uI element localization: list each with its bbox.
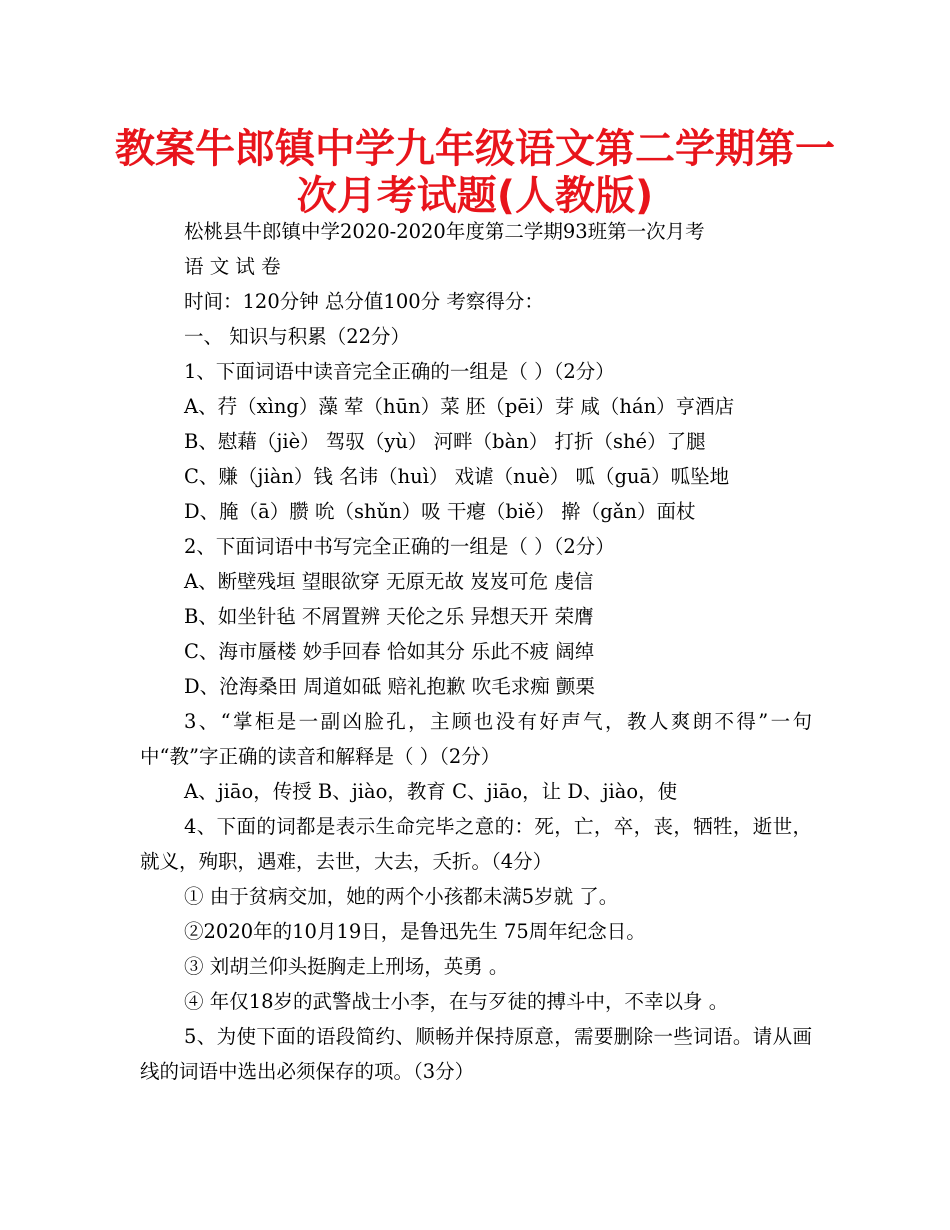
question-4: 4、下面的词都是表示生命完毕之意的：死，亡，卒，丧，牺牲，逝世，就义，殉职，遇难，去世，大去，夭折。（4分）: [140, 815, 812, 873]
section-heading: 一、 知识与积累（22分）: [184, 325, 411, 348]
question-2-option-a: A、断壁残垣 望眼欲穿 无原无故 岌岌可危 虔信: [184, 570, 594, 593]
question-4-item-3: ③ 刘胡兰仰头挺胸走上刑场，英勇 。: [184, 955, 509, 978]
question-5: 5、为使下面的语段简约、顺畅并保持原意，需要删除一些词语。请从画线的词语中选出必须保存的项。（3分）: [140, 1025, 812, 1083]
question-1: 1、下面词语中读音完全正确的一组是（ ）（2分）: [184, 360, 615, 383]
question-2: 2、下面词语中书写完全正确的一组是（ ）（2分）: [184, 535, 615, 558]
question-2-option-b: B、如坐针毡 不屑置辨 天伦之乐 异想天开 荣膺: [184, 605, 594, 628]
question-1-option-d: D、腌（ā）臜 吮（shǔn）吸 干瘪（biě） 擀（gǎn）面杖: [184, 500, 696, 523]
question-4-item-1: ① 由于贫病交加，她的两个小孩都未满5岁就 了。: [184, 885, 619, 908]
question-2-option-d: D、沧海桑田 周道如砥 赔礼抱歉 吹毛求痴 颤栗: [184, 675, 595, 698]
document-title-line-1: 教案牛郎镇中学九年级语文第二学期第一: [115, 126, 835, 172]
question-1-option-a: A、荇（xìng）藻 荤（hūn）菜 胚（pēi）芽 咸（hán）亨酒店: [184, 395, 735, 418]
question-3-options: A、jiāo，传授 B、jiào，教育 C、jiāo，让 D、jiào，使: [184, 780, 678, 803]
question-1-option-b: B、慰藉（jiè） 驾驭（yù） 河畔（bàn） 打折（shé）了腿: [184, 430, 706, 453]
question-1-option-c: C、赚（jiàn）钱 名讳（huì） 戏谑（nuè） 呱（guā）呱坠地: [184, 465, 730, 488]
question-4-item-4: ④ 年仅18岁的武警战士小李，在与歹徒的搏斗中，不幸以身 。: [184, 990, 729, 1013]
exam-subject: 语 文 试 卷: [184, 255, 281, 278]
school-exam-header: 松桃县牛郎镇中学2020-2020年度第二学期93班第一次月考: [184, 220, 705, 243]
question-2-option-c: C、海市蜃楼 妙手回春 恰如其分 乐此不疲 阔绰: [184, 640, 595, 663]
question-3: 3、“掌柜是一副凶脸孔，主顾也没有好声气，教人爽朗不得”一句中“教”字正确的读音和解释是（ ）（2分）: [140, 710, 812, 768]
document-body: [140, 214, 812, 1089]
exam-time-score: 时间：120分钟 总分值100分 考察得分：: [184, 290, 544, 313]
document-title-line-2: 次月考试题(人教版): [296, 173, 654, 219]
question-4-item-2: ②2020年的10月19日，是鲁迅先生 75周年纪念日。: [184, 920, 646, 943]
